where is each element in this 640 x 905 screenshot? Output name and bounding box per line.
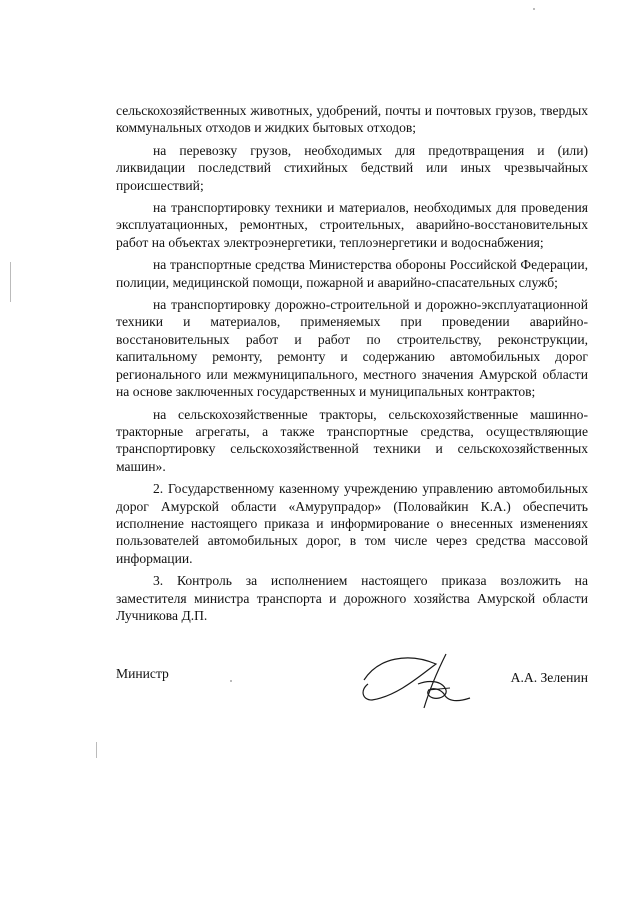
signature-block [116, 666, 588, 686]
signatory-name: А.А. Зеленин [510, 670, 588, 685]
scan-artifact [533, 8, 535, 10]
paragraph-emergency-cargo: на перевозку грузов, необходимых для предотвращения и (или) ликвидации последствий стихийных бедствий или иных чрезвычайных происшествий; [116, 142, 588, 193]
paragraph-defense-services: на транспортные средства Министерства обороны Российской Федерации, полиции, медицинской помощи, пожарной и аварийно-спасательных служб; [116, 257, 588, 290]
document-body [116, 102, 588, 629]
paragraph-item-3: 3. Контроль за исполнением настоящего приказа возложить на заместителя министра транспорта и дорожного хозяйства Амурской области Лучникова Д.П. [116, 573, 588, 623]
paragraph-item-2: 2. Государственному казенному учреждению управлению автомобильных дорог Амурской области «Амурупрадор» (Половайкин К.А.) обеспечить исполнение настоящего приказа и информирование о внесенных изменениях пользователей автомобильных дорог, в том числе через средства массовой информации. [116, 481, 588, 566]
paragraph-agricultural: на сельскохозяйственные тракторы, сельскохозяйственные машинно-тракторные агрегаты, а также транспортные средства, осуществляющие транспортировку сельскохозяйственной техники и сельскохозяйственных машин». [116, 406, 588, 474]
scan-artifact [96, 742, 97, 758]
paragraph-road-works: на транспортировку дорожно-строительной и дорожно-эксплуатационной техники и материалов, применяемых при проведении аварийно-восстановительных работ и работ по строительству, реконструкции, капитальному ремонту, ремонту и содержанию автомобильных дорог регионального или межмуниципального, местного значения Амурской области на основе заключенных государственных и муниципальных контрактов; [116, 297, 588, 400]
paragraph-continuation: сельскохозяйственных животных, удобрений, почты и почтовых грузов, твердых коммунальных отходов и жидких бытовых отходов; [116, 103, 588, 136]
scan-artifact [230, 680, 232, 682]
handwritten-signature [358, 650, 476, 712]
scan-artifact [10, 262, 11, 302]
paragraph-energy-works: на транспортировку техники и материалов, необходимых для проведения эксплуатационных, ремонтных, строительных, аварийно-восстановительных работ на объектах электроэнергетики, теплоэнергетики и водоснабжения; [116, 200, 588, 250]
signatory-title: Министр [116, 666, 169, 681]
